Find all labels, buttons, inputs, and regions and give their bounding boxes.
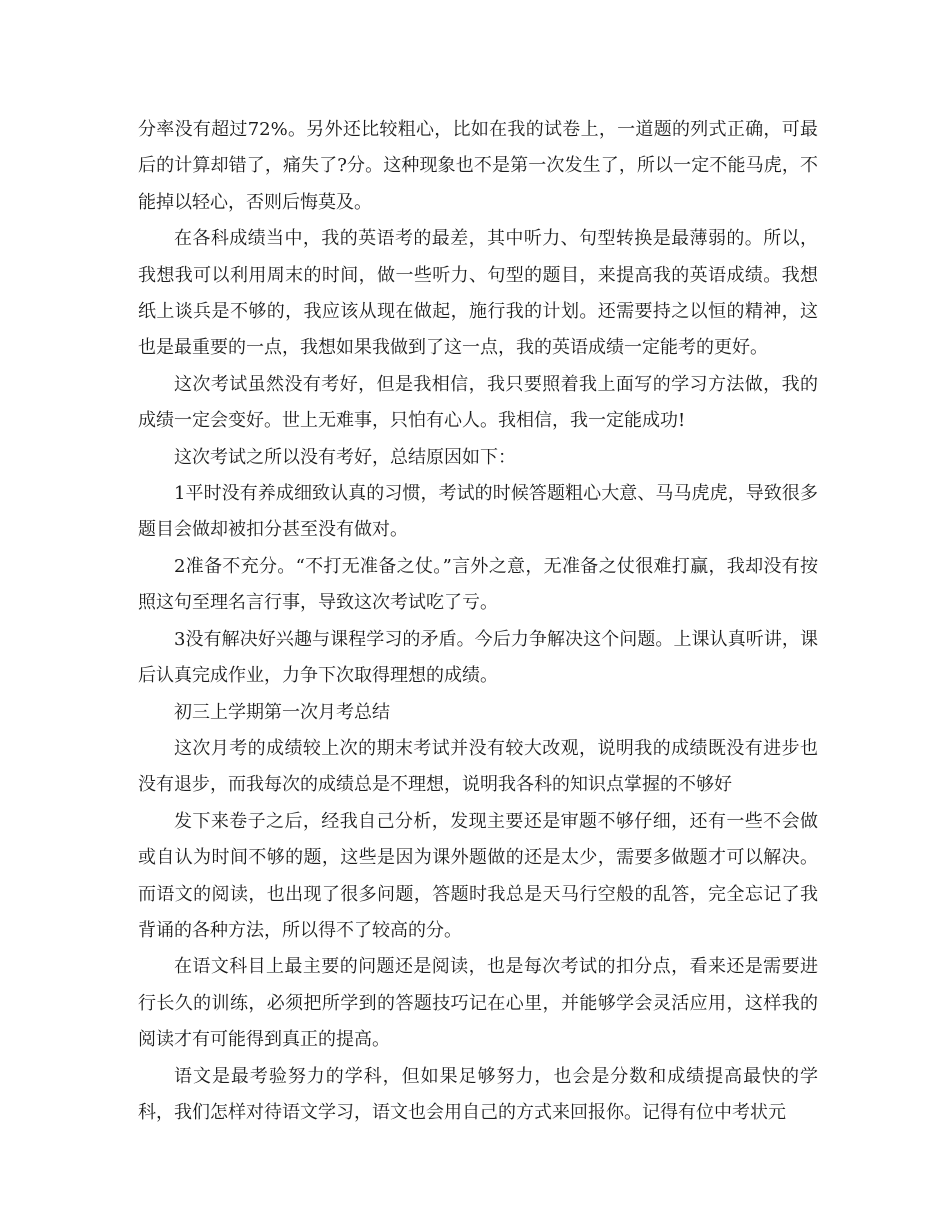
list-item: 3没有解决好兴趣与课程学习的矛盾。今后力争解决这个问题。上课认真听讲，课后认真完成作业，力争下次取得理想的成绩。 (138, 628, 818, 687)
document-body (138, 112, 818, 1131)
paragraph: 这次考试虽然没有考好，但是我相信，我只要照着我上面写的学习方法做，我的成绩一定会变好。世上无难事，只怕有心人。我相信，我一定能成功! (138, 373, 818, 432)
paragraph: 这次月考的成绩较上次的期末考试并没有较大改观，说明我的成绩既没有进步也没有退步，而我每次的成绩总是不理想，说明我各科的知识点掌握的不够好 (138, 737, 818, 796)
paragraph: 在语文科目上最主要的问题还是阅读，也是每次考试的扣分点，看来还是需要进行长久的训练，必须把所学到的答题技巧记在心里，并能够学会灵活应用，这样我的阅读才有可能得到真正的提高。 (138, 956, 818, 1051)
paragraph: 在各科成绩当中，我的英语考的最差，其中听力、句型转换是最薄弱的。所以，我想我可以利用周末的时间，做一些听力、句型的题目，来提高我的英语成绩。我想纸上谈兵是不够的，我应该从现在做起，施行我的计划。还需要持之以恒的精神，这也是最重要的一点，我想如果我做到了这一点，我的英语成绩一定能考的更好。 (138, 228, 818, 359)
list-item: 1平时没有养成细致认真的习惯，考试的时候答题粗心大意、马马虎虎，导致很多题目会做却被扣分甚至没有做对。 (138, 483, 818, 541)
paragraph: 语文是最考验努力的学科，但如果足够努力，也会是分数和成绩提高最快的学科，我们怎样对待语文学习，语文也会用自己的方式来回报你。记得有位中考状元 (138, 1065, 818, 1123)
section-heading: 初三上学期第一次月考总结 (174, 701, 390, 723)
paragraph: 发下来卷子之后，经我自己分析，发现主要还是审题不够仔细，还有一些不会做或自认为时间不够的题，这些是因为课外题做的还是太少，需要多做题才可以解决。而语文的阅读，也出现了很多问题，答题时我总是天马行空般的乱答，完全忘记了我背诵的各种方法，所以得不了较高的分。 (138, 810, 818, 941)
paragraph: 这次考试之所以没有考好，总结原因如下： (174, 446, 516, 468)
list-item: 2准备不充分。“不打无准备之仗。”言外之意，无准备之仗很难打赢，我却没有按照这句至理名言行事，导致这次考试吃了亏。 (138, 555, 818, 614)
paragraph: 分率没有超过72%。另外还比较粗心，比如在我的试卷上，一道题的列式正确，可最后的计算却错了，痛失了?分。这种现象也不是第一次发生了，所以一定不能马虎，不能掉以轻心，否则后悔莫及。 (138, 119, 818, 213)
